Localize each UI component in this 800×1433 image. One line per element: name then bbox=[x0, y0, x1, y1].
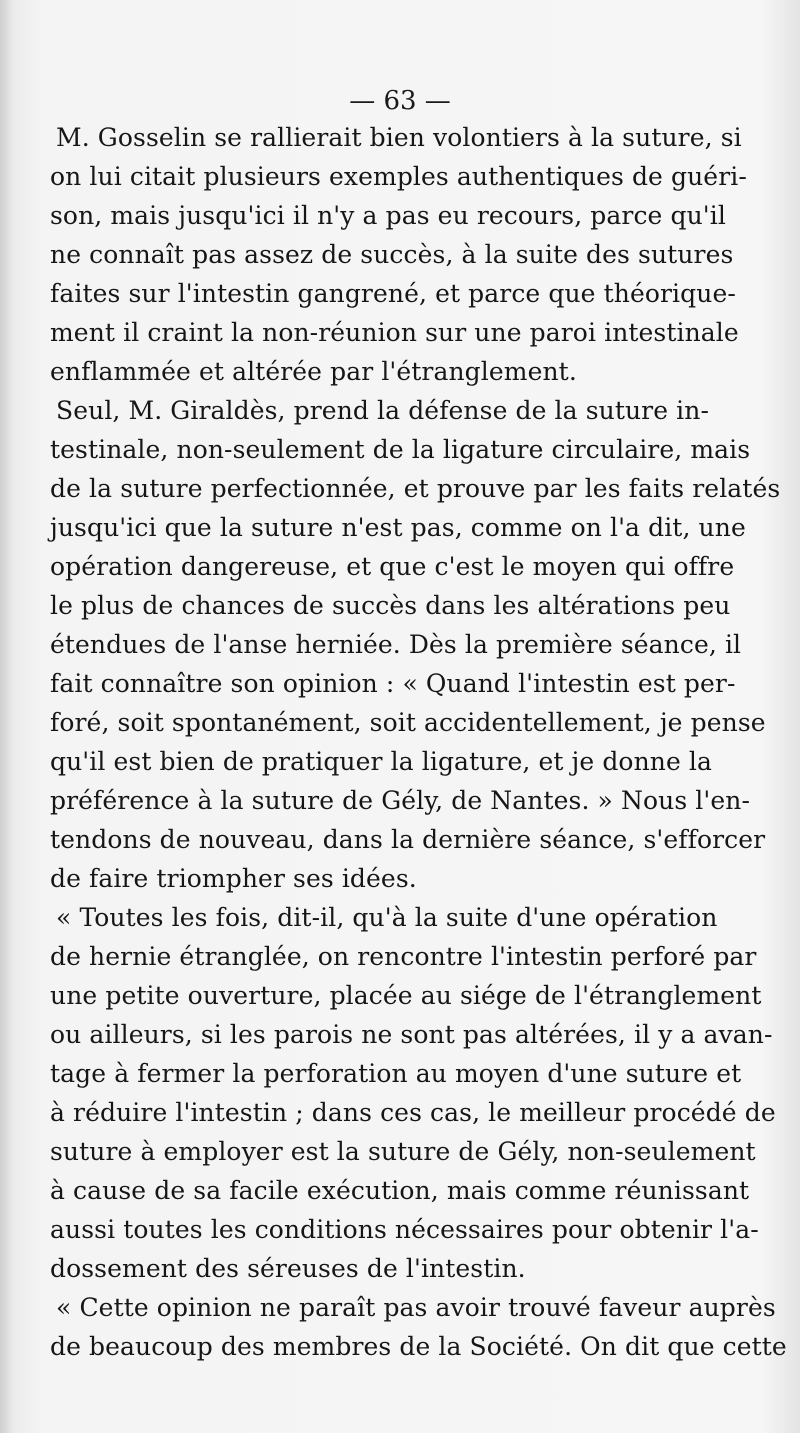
text-line: foré, soit spontanément, soit accidentellement, je pense bbox=[50, 708, 766, 737]
text-line: de la suture perfectionnée, et prouve par les faits relatés bbox=[50, 474, 781, 503]
text-line: son, mais jusqu'ici il n'y a pas eu recours, parce qu'il bbox=[50, 201, 726, 230]
text-line: aussi toutes les conditions nécessaires pour obtenir l'a- bbox=[50, 1215, 759, 1244]
text-line: qu'il est bien de pratiquer la ligature, et je donne la bbox=[50, 747, 713, 776]
text-line: « Toutes les fois, dit-il, qu'à la suite d'une opération bbox=[56, 903, 718, 932]
text-line: opération dangereuse, et que c'est le moyen qui offre bbox=[50, 552, 735, 581]
text-line: de beaucoup des membres de la Société. On dit que cette bbox=[50, 1332, 787, 1361]
text-line: tage à fermer la perforation au moyen d'une suture et bbox=[50, 1059, 742, 1088]
text-line: ou ailleurs, si les parois ne sont pas altérées, il y a avan- bbox=[50, 1020, 773, 1049]
text-line: enflammée et altérée par l'étranglement. bbox=[50, 357, 577, 386]
text-line: jusqu'ici que la suture n'est pas, comme on l'a dit, une bbox=[50, 513, 746, 542]
body-text bbox=[50, 118, 787, 1366]
text-line: le plus de chances de succès dans les altérations peu bbox=[50, 591, 731, 620]
text-line: fait connaître son opinion : « Quand l'intestin est per- bbox=[50, 669, 736, 698]
text-line: on lui citait plusieurs exemples authentiques de guéri- bbox=[50, 162, 747, 191]
text-line: à cause de sa facile exécution, mais comme réunissant bbox=[50, 1176, 750, 1205]
text-line: ment il craint la non-réunion sur une paroi intestinale bbox=[50, 318, 739, 347]
text-line: de faire triompher ses idées. bbox=[50, 864, 417, 893]
text-line: Seul, M. Giraldès, prend la défense de la suture in- bbox=[56, 396, 710, 425]
text-line: une petite ouverture, placée au siége de l'étranglement bbox=[50, 981, 762, 1010]
text-line: « Cette opinion ne paraît pas avoir trouvé faveur auprès bbox=[56, 1293, 776, 1322]
text-line: à réduire l'intestin ; dans ces cas, le meilleur procédé de bbox=[50, 1098, 776, 1127]
text-line: testinale, non-seulement de la ligature circulaire, mais bbox=[50, 435, 751, 464]
text-line: étendues de l'anse herniée. Dès la première séance, il bbox=[50, 630, 742, 659]
text-line: tendons de nouveau, dans la dernière séance, s'efforcer bbox=[50, 825, 766, 854]
page-number: — 63 — bbox=[349, 86, 451, 116]
text-line: dossement des séreuses de l'intestin. bbox=[50, 1254, 526, 1283]
text-line: préférence à la suture de Gély, de Nantes. » Nous l'en- bbox=[50, 786, 751, 815]
text-line: suture à employer est la suture de Gély, non-seulement bbox=[50, 1137, 756, 1166]
text-line: de hernie étranglée, on rencontre l'intestin perforé par bbox=[50, 942, 757, 971]
text-line: faites sur l'intestin gangrené, et parce que théorique- bbox=[50, 279, 736, 308]
text-line: M. Gosselin se rallierait bien volontiers à la suture, si bbox=[56, 123, 742, 152]
text-line: ne connaît pas assez de succès, à la suite des sutures bbox=[50, 240, 734, 269]
